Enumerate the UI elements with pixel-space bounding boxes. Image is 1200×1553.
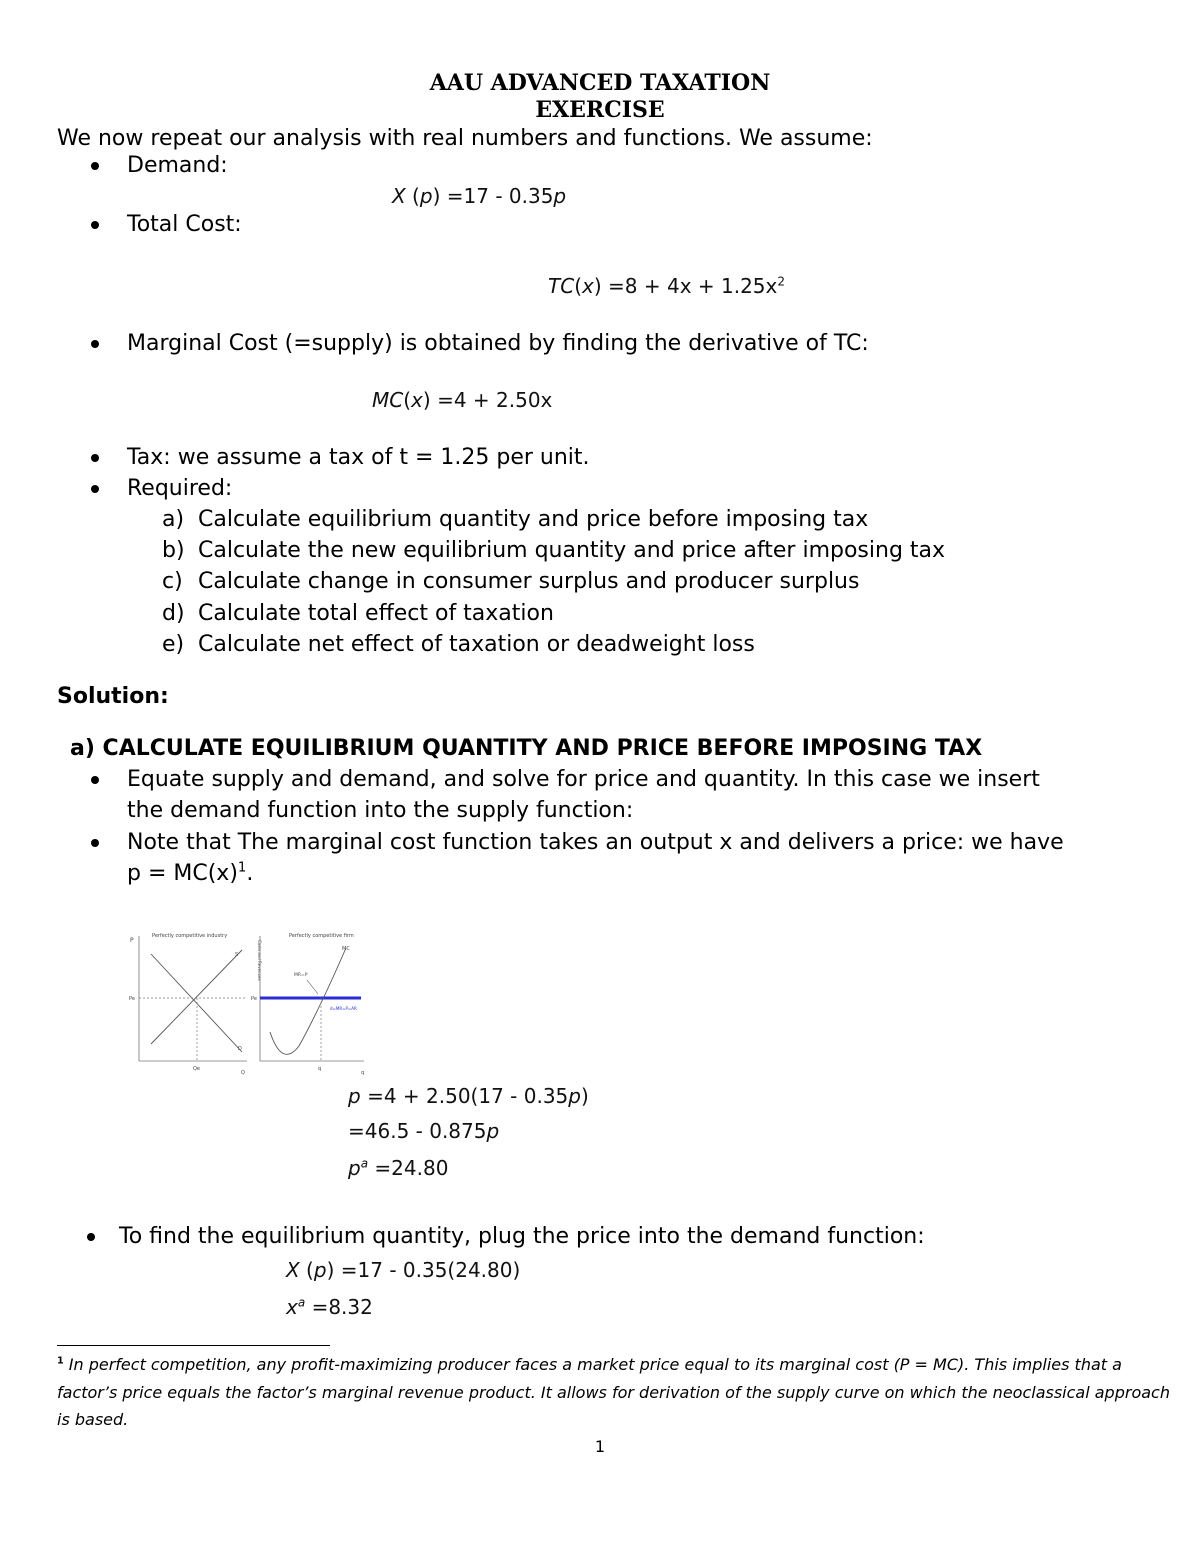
equation-1: p =4 + 2.50(17 - 0.35p) <box>348 1084 589 1108</box>
required-label: Required: <box>127 476 233 501</box>
solution-heading: Solution: <box>57 684 169 709</box>
left-x-axis-label: Q <box>241 1070 245 1076</box>
required-item-letter: a) <box>162 507 185 532</box>
bullet-dot <box>91 340 99 348</box>
footnote-line2: factor’s price equals the factor’s marginal revenue product. It allows for derivation of the supply curve on which the neoclassical approach <box>57 1383 1170 1402</box>
dd-label: d=MR=P=AR <box>330 1006 357 1011</box>
required-item-text: Calculate change in consumer surplus and producer surplus <box>198 569 860 594</box>
required-item-text: Calculate total effect of taxation <box>198 601 554 626</box>
right-quantity-label: q <box>318 1066 322 1072</box>
bullet-dot <box>91 221 99 229</box>
demand-label: Demand: <box>127 153 228 178</box>
mc-label: MC <box>342 946 350 952</box>
footnote-separator <box>57 1345 330 1346</box>
bullet1-line1: Equate supply and demand, and solve for price and quantity. In this case we insert <box>127 767 1040 792</box>
mr-arrow <box>307 980 318 994</box>
bullet-dot <box>91 776 99 784</box>
section-a-heading: a) CALCULATE EQUILIBRIUM QUANTITY AND PRICE BEFORE IMPOSING TAX <box>70 736 983 761</box>
page-number: 1 <box>594 1437 606 1456</box>
perfect-competition-figure <box>124 928 368 1076</box>
left-price-label: Pe <box>129 996 135 1002</box>
right-price-label: Pe <box>251 996 257 1002</box>
intro-text: We now repeat our analysis with real numbers and functions. We assume: <box>57 126 873 151</box>
left-quantity-label: Qe <box>193 1066 201 1072</box>
bullet-dot <box>91 162 99 170</box>
required-item-text: Calculate the new equilibrium quantity and price after imposing tax <box>198 538 946 563</box>
footnote-ref: 1 <box>237 860 247 876</box>
demand-curve <box>151 954 242 1052</box>
left-axis-y-label: P <box>130 937 134 944</box>
bullet2-line2: $p = MC(x)^1$. <box>127 860 254 886</box>
right-x-axis-label: q <box>361 1070 365 1076</box>
bullet3-text: To find the equilibrium quantity, plug the price into the demand function: <box>119 1224 925 1249</box>
marginal-cost-curve <box>270 948 346 1054</box>
demand-formula: X (p) =17 - 0.35p <box>392 184 567 208</box>
right-axis-y-label: Costs and Revenues <box>257 940 262 981</box>
tax-label: Tax: we assume a tax of t = 1.25 per unit. <box>127 445 590 470</box>
right-panel-title: Perfectly competitive firm <box>289 933 354 939</box>
demand-label: D <box>238 1046 242 1052</box>
marginal-cost-formula: MC(x) =4 + 2.50x <box>372 388 553 412</box>
document-title: AAU ADVANCED TAXATION <box>429 70 771 96</box>
equation-3: $p^a =24.80$ <box>348 1156 449 1180</box>
total-cost-formula: $TC(x) =8 + 4x + 1.25x^2$ <box>548 274 786 298</box>
required-item-text: Calculate net effect of taxation or deadweight loss <box>198 632 755 657</box>
total-cost-label: Total Cost: <box>127 212 242 237</box>
bullet-dot <box>87 1233 95 1241</box>
marginal-cost-label: Marginal Cost (=supply) is obtained by finding the derivative of TC: <box>127 331 869 356</box>
supply-label: S <box>235 952 239 958</box>
footnote-line3: is based. <box>57 1410 129 1429</box>
required-item-text: Calculate equilibrium quantity and price before imposing tax <box>198 507 869 532</box>
equation-2: =46.5 - 0.875p <box>348 1119 500 1143</box>
bullet2-line1: Note that The marginal cost function takes an output x and delivers a price: we have <box>127 830 1064 855</box>
footnote-line1: $^1$ In perfect competition, any profit-maximizing producer faces a market price equal to its marginal cost (P = MC). This implies that a <box>57 1355 1122 1374</box>
bullet-dot <box>91 454 99 462</box>
mr-label: MR=P <box>294 973 308 978</box>
required-item-letter: d) <box>162 601 185 626</box>
required-item-letter: c) <box>162 569 183 594</box>
required-item-letter: e) <box>162 632 185 657</box>
left-panel-title: Perfectly competitive industry <box>152 933 228 939</box>
bullet-dot <box>91 485 99 493</box>
bullet1-line2: the demand function into the supply function: <box>127 798 634 823</box>
supply-curve <box>151 950 242 1044</box>
required-item-letter: b) <box>162 538 185 563</box>
bullet-dot <box>91 839 99 847</box>
equation-5: $x^a =8.32$ <box>286 1295 373 1319</box>
document-subtitle: EXERCISE <box>535 97 665 123</box>
equation-4: X (p) =17 - 0.35(24.80) <box>286 1258 521 1282</box>
